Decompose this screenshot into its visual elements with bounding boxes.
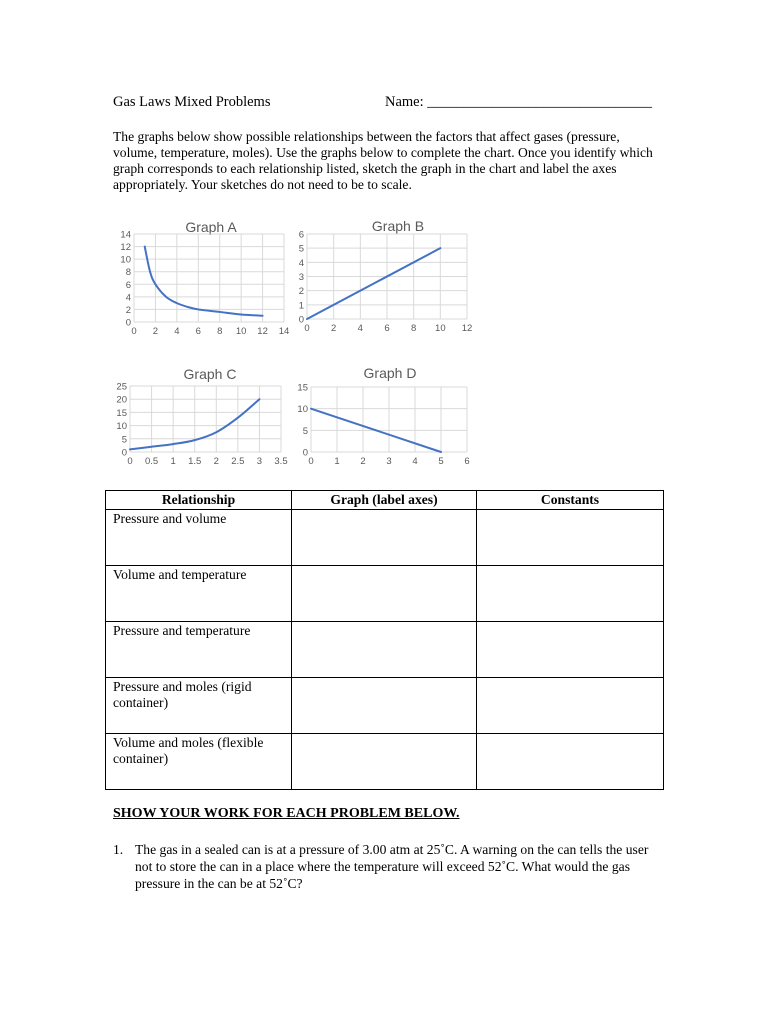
graph-a-title: Graph A	[185, 219, 237, 235]
graph-c-y-tick-label: 25	[116, 381, 127, 393]
graph-d-y-tick-label: 10	[297, 404, 308, 416]
column-header-constants: Constants	[477, 491, 664, 510]
graph-b-x-tick-label: 4	[357, 323, 363, 334]
constants-cell[interactable]	[477, 734, 664, 790]
graph-a-chart	[112, 212, 298, 342]
graph-d-title: Graph D	[363, 365, 417, 381]
graph-d-y-tick-label: 0	[302, 447, 308, 459]
worksheet-title: Gas Laws Mixed Problems	[113, 94, 271, 110]
graph-b-x-tick-label: 8	[411, 323, 417, 334]
graph-b-y-tick-label: 3	[298, 272, 304, 283]
graph-b-y-tick-label: 5	[298, 243, 304, 255]
graph-b-series-line	[307, 248, 440, 319]
graph-b-x-tick-label: 0	[304, 323, 310, 334]
graph-a-x-tick-label: 2	[152, 326, 159, 337]
graph-a-y-tick-label: 14	[120, 229, 131, 241]
graph-a-y-tick-label: 8	[125, 267, 131, 279]
graph-a-x-tick-label: 6	[195, 326, 201, 337]
graph-d-y-tick-label: 15	[297, 382, 308, 394]
graph-c-x-tick-label: 3.5	[274, 456, 288, 467]
graph-d-x-tick-label: 6	[464, 456, 470, 467]
relationship-cell: Pressure and volume	[106, 510, 292, 566]
graph-c-y-tick-label: 5	[121, 434, 127, 446]
work-heading: SHOW YOUR WORK FOR EACH PROBLEM BELOW.	[113, 806, 460, 821]
problem-number: 1.	[113, 842, 124, 857]
instructions-text: The graphs below show possible relationships between the factors that affect gases (pressure, volume, temperature, moles). Use the graphs below to complete the chart. Once you identify which graph corresponds to each relationship listed, sketch the graph in the chart and label the axes appropriately. Your sketches do not need to be to scale.	[113, 129, 653, 192]
relationship-cell: Volume and moles (flexible container)	[106, 734, 292, 790]
graph-c-chart	[112, 360, 298, 476]
graph-a-x-tick-label: 8	[217, 326, 223, 337]
graph-b-y-tick-label: 0	[298, 314, 304, 326]
relationship-cell: Pressure and temperature	[106, 622, 292, 678]
graph-c-x-tick-label: 2.5	[231, 456, 245, 467]
graph-d-x-tick-label: 4	[412, 456, 418, 467]
graph-a-x-tick-label: 14	[278, 326, 290, 337]
table-row	[106, 734, 664, 790]
problem-1	[113, 841, 653, 892]
graph-cell[interactable]	[292, 622, 477, 678]
graph-d-y-tick-label: 5	[302, 425, 308, 437]
column-header-relationship: Relationship	[106, 491, 292, 510]
graph-b-y-tick-label: 1	[298, 300, 304, 312]
instructions	[113, 129, 653, 193]
constants-cell[interactable]	[477, 510, 664, 566]
name-field-label: Name: _______________________________	[385, 94, 653, 110]
graph-a-x-tick-label: 12	[257, 326, 268, 337]
graph-c-x-tick-label: 3	[256, 456, 263, 467]
graph-b-y-tick-label: 2	[298, 286, 304, 298]
graph-b-y-tick-label: 4	[298, 257, 304, 269]
graph-a-series-line	[145, 247, 263, 316]
graph-b-x-tick-label: 6	[384, 323, 390, 334]
constants-cell[interactable]	[477, 566, 664, 622]
graph-cell[interactable]	[292, 734, 477, 790]
graph-cell[interactable]	[292, 678, 477, 734]
graph-d-x-tick-label: 2	[360, 456, 366, 467]
graph-c-y-tick-label: 10	[116, 421, 127, 433]
graph-a-y-tick-label: 12	[120, 242, 131, 254]
graph-c-y-tick-label: 20	[116, 394, 127, 406]
graph-c-x-tick-label: 0.5	[144, 456, 159, 467]
graph-d-x-tick-label: 0	[308, 456, 314, 467]
relationship-cell: Pressure and moles (rigid container)	[106, 678, 292, 734]
graph-b-x-tick-label: 12	[461, 323, 473, 334]
graph-a-y-tick-label: 0	[125, 317, 131, 329]
table-row	[106, 678, 664, 734]
graph-d-x-tick-label: 5	[438, 456, 444, 467]
graph-c-title: Graph C	[183, 366, 237, 382]
graph-c-x-tick-label: 2	[213, 456, 219, 467]
table-row	[106, 622, 664, 678]
graph-cell[interactable]	[292, 566, 477, 622]
graph-b-y-tick-label: 6	[298, 229, 304, 241]
constants-cell[interactable]	[477, 622, 664, 678]
table-row	[106, 510, 664, 566]
graph-c-y-tick-label: 15	[116, 407, 127, 419]
problem-text: The gas in a sealed can is at a pressure of 3.00 atm at 25˚C. A warning on the can tells the user not to store the can in a place where the temperature will exceed 52˚C. What would the gas pressure in the can be at 52˚C?	[135, 842, 649, 891]
graph-a-x-tick-label: 0	[131, 326, 137, 337]
table-header-row	[106, 491, 664, 510]
graph-d-x-tick-label: 3	[386, 456, 392, 467]
graph-a-x-tick-label: 10	[235, 326, 247, 337]
table-row	[106, 566, 664, 622]
graph-b-title: Graph B	[371, 218, 425, 234]
graph-c-x-tick-label: 1	[170, 456, 176, 467]
graph-cell[interactable]	[292, 510, 477, 566]
graph-b-x-tick-label: 10	[435, 323, 446, 334]
graph-b-x-tick-label: 2	[331, 323, 337, 334]
graph-b-chart	[290, 212, 478, 342]
graph-a-y-tick-label: 2	[125, 304, 131, 316]
graph-c-x-tick-label: 0	[127, 456, 133, 467]
column-header-graph: Graph (label axes)	[292, 491, 477, 510]
graph-d-chart	[290, 360, 478, 476]
graph-a-y-tick-label: 6	[125, 279, 131, 291]
graph-d-x-tick-label: 1	[334, 456, 340, 467]
constants-cell[interactable]	[477, 678, 664, 734]
graph-a-y-tick-label: 10	[120, 254, 131, 266]
graph-c-y-tick-label: 0	[121, 447, 127, 459]
graph-c-x-tick-label: 1.5	[188, 456, 202, 467]
graph-a-x-tick-label: 4	[174, 326, 180, 337]
relationship-table	[105, 490, 664, 790]
relationship-cell: Volume and temperature	[106, 566, 292, 622]
graph-a-y-tick-label: 4	[125, 292, 131, 304]
